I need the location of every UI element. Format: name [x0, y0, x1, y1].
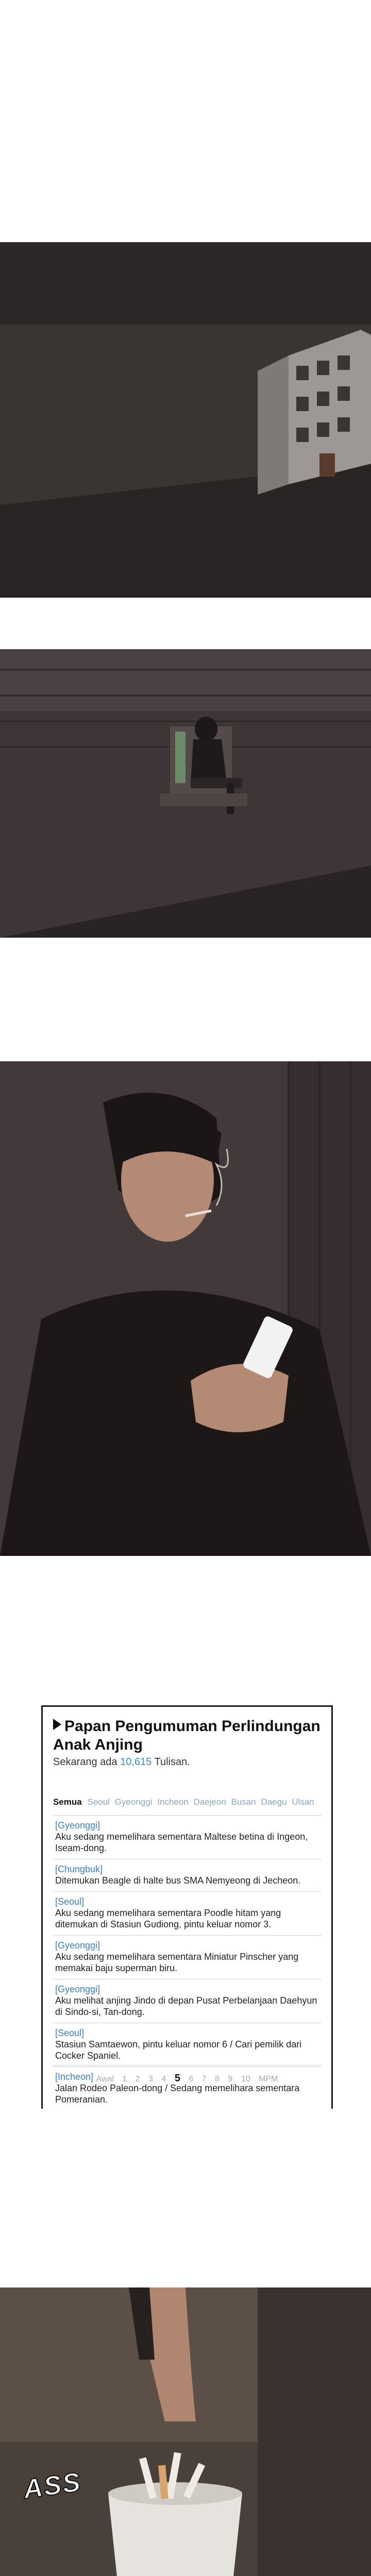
pager-first[interactable]: Awal — [96, 2075, 114, 2083]
list-item[interactable] — [53, 1891, 321, 1935]
pager-page[interactable]: 9 — [228, 2075, 233, 2083]
phone-screen — [41, 1705, 333, 2109]
pager-page[interactable]: 1 — [122, 2075, 127, 2083]
pager-page[interactable]: 10 — [241, 2075, 250, 2083]
filter-region-daegu[interactable]: Daegu — [261, 1797, 287, 1807]
board-header — [53, 1717, 321, 1768]
pager-current-page[interactable]: 5 — [174, 2073, 180, 2084]
sfx-ass-text: ASS — [21, 2467, 83, 2505]
list-item[interactable] — [53, 2023, 321, 2066]
post-region-tag: [Seoul] — [55, 1896, 85, 1907]
post-text: Stasiun Samtaewon, pintu keluar nomor 6 / Cari pemilik dari Cocker Spaniel. — [55, 2039, 302, 2061]
panel-man-smoking-phone — [0, 1061, 371, 1556]
play-arrow-icon — [53, 1719, 61, 1730]
panel-man-sitting-alley — [0, 649, 371, 938]
list-item[interactable] — [53, 1979, 321, 2023]
filter-region-gyeonggi[interactable]: Gyeonggi — [114, 1797, 153, 1807]
man-sitting-illustration — [0, 649, 371, 938]
list-item[interactable] — [53, 1859, 321, 1891]
post-text: Jalan Rodeo Paleon-dong / Sedang memelihara sementara Pomeranian. — [55, 2083, 300, 2105]
man-phone-illustration — [0, 1061, 371, 1556]
board-title — [53, 1717, 321, 1754]
board-title-text: Papan Pengumuman Perlindungan Anak Anjing — [53, 1718, 321, 1753]
filter-region-seoul[interactable]: Seoul — [87, 1797, 110, 1807]
post-region-tag: [Chungbuk] — [55, 1864, 103, 1874]
post-region-tag: [Gyeonggi] — [55, 1940, 100, 1951]
panel-cigarette-cup — [0, 2287, 371, 2576]
pager-page[interactable]: 8 — [215, 2075, 220, 2083]
pagination — [53, 2065, 321, 2084]
filter-region-daejeon[interactable]: Daejeon — [193, 1797, 226, 1807]
count-suffix: Tulisan. — [154, 1756, 190, 1768]
post-region-tag: [Incheon] — [55, 2072, 94, 2082]
pager-next[interactable]: MPM — [259, 2075, 278, 2083]
cigarette-cup-illustration — [0, 2287, 371, 2576]
building-night-illustration — [0, 0, 371, 618]
count-prefix: Sekarang ada — [53, 1756, 117, 1768]
post-region-tag: [Gyeonggi] — [55, 1984, 100, 1994]
post-text: Aku sedang memelihara sementara Poodle hitam yang ditemukan di Stasiun Gudiong, pintu keluar nomor 3. — [55, 1908, 281, 1929]
post-region-tag: [Seoul] — [55, 2028, 85, 2038]
post-region-tag: [Gyeonggi] — [55, 1820, 100, 1831]
pager-page[interactable]: 6 — [189, 2075, 194, 2083]
pager-page[interactable]: 7 — [201, 2075, 207, 2083]
filter-region-incheon[interactable]: Incheon — [157, 1797, 189, 1807]
pager-page[interactable]: 3 — [148, 2075, 154, 2083]
board-count — [53, 1756, 321, 1768]
list-item[interactable] — [53, 1935, 321, 1979]
panel-building-night — [0, 0, 371, 618]
count-value: 10,615 — [120, 1756, 152, 1768]
panel-adoption-board — [0, 1669, 371, 2164]
post-text: Aku sedang memelihara sementara Miniatur Pinscher yang memakai baju superman biru. — [55, 1952, 299, 1973]
region-filter — [53, 1797, 321, 1807]
list-item[interactable] — [53, 1815, 321, 1859]
filter-region-ulsan[interactable]: Ulsan — [292, 1797, 314, 1807]
filter-region-busan[interactable]: Busan — [231, 1797, 256, 1807]
pager-page[interactable]: 4 — [161, 2075, 166, 2083]
pager-page[interactable]: 2 — [135, 2075, 140, 2083]
post-text: Ditemukan Beagle di halte bus SMA Nemyeong di Jecheon. — [55, 1875, 301, 1886]
post-text: Aku melihat anjing Jindo di depan Pusat Perbelanjaan Daehyun di Sindo-si, Tan-dong. — [55, 1995, 317, 2017]
filter-all[interactable]: Semua — [53, 1797, 82, 1807]
post-text: Aku sedang memelihara sementara Maltese betina di Ingeon, Iseam-dong. — [55, 1832, 308, 1853]
